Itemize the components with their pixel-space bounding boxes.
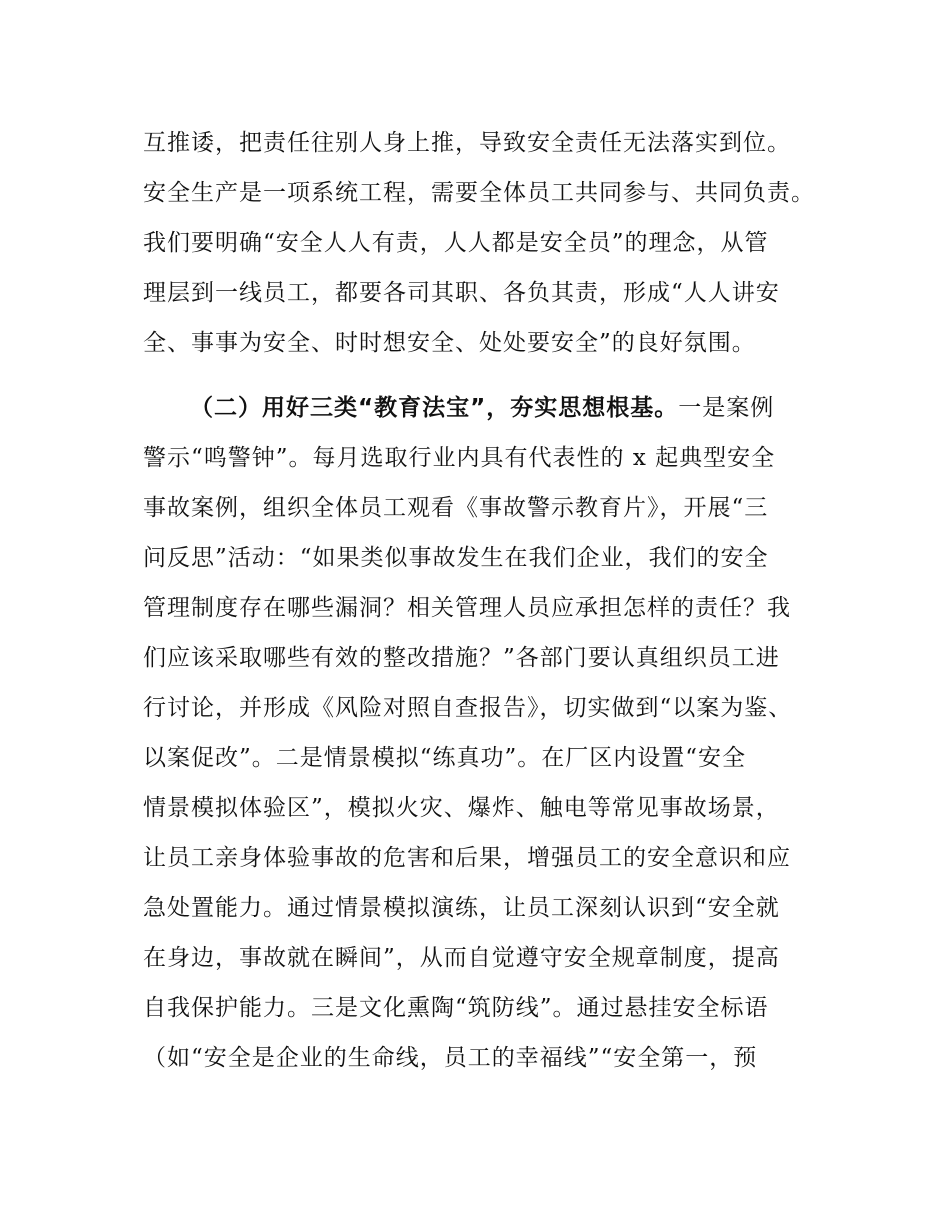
text-line: 让员工亲身体验事故的危害和后果，增强员工的安全意识和应 (143, 845, 791, 871)
text-line: 管理制度存在哪些漏洞？相关管理人员应承担怎样的责任？我 (143, 595, 791, 621)
text-line: 警示“鸣警钟”。每月选取行业内具有代表性的 x 起典型安全 (143, 445, 776, 471)
text-run: 一是案例 (678, 395, 775, 421)
text-line: 自我保护能力。三是文化熏陶“筑防线”。通过悬挂安全标语 (143, 995, 769, 1021)
text-line: 行讨论，并形成《风险对照自查报告》，切实做到“以案为鉴、 (143, 695, 793, 721)
text-line: 理层到一线员工，都要各司其职、各负其责，形成“人人讲安 (143, 280, 780, 306)
text-line: 情景模拟体验区”，模拟火灾、爆炸、触电等常见事故场景， (143, 795, 780, 821)
text-line: 事故案例，组织全体员工观看《事故警示教育片》，开展“三 (143, 495, 769, 521)
text-line: 全、事事为安全、时时想安全、处处要安全”的良好氛围。 (143, 330, 756, 356)
section-heading-line (190, 393, 870, 423)
text-line: 安全生产是一项系统工程，需要全体员工共同参与、共同负责。 (143, 180, 815, 206)
text-line: 我们要明确“安全人人有责，人人都是安全员”的理念，从管 (143, 230, 769, 256)
text-line: 们应该采取哪些有效的整改措施？”各部门要认真组织员工进 (143, 645, 780, 671)
text-line: 以案促改”。二是情景模拟“练真功”。在厂区内设置“安全 (143, 745, 747, 771)
section-heading: （二）用好三类“教育法宝”，夯实思想根基。 (190, 395, 679, 421)
text-line: 问反思”活动：“如果类似事故发生在我们企业，我们的安全 (143, 545, 769, 571)
text-line: 互推诿，把责任往别人身上推，导致安全责任无法落实到位。 (143, 130, 791, 156)
text-line: （如“安全是企业的生命线，员工的幸福线”“安全第一，预 (143, 1045, 758, 1071)
text-line: 急处置能力。通过情景模拟演练，让员工深刻认识到“安全就 (143, 895, 780, 921)
text-line: 在身边，事故就在瞬间”，从而自觉遵守安全规章制度，提高 (143, 945, 780, 971)
